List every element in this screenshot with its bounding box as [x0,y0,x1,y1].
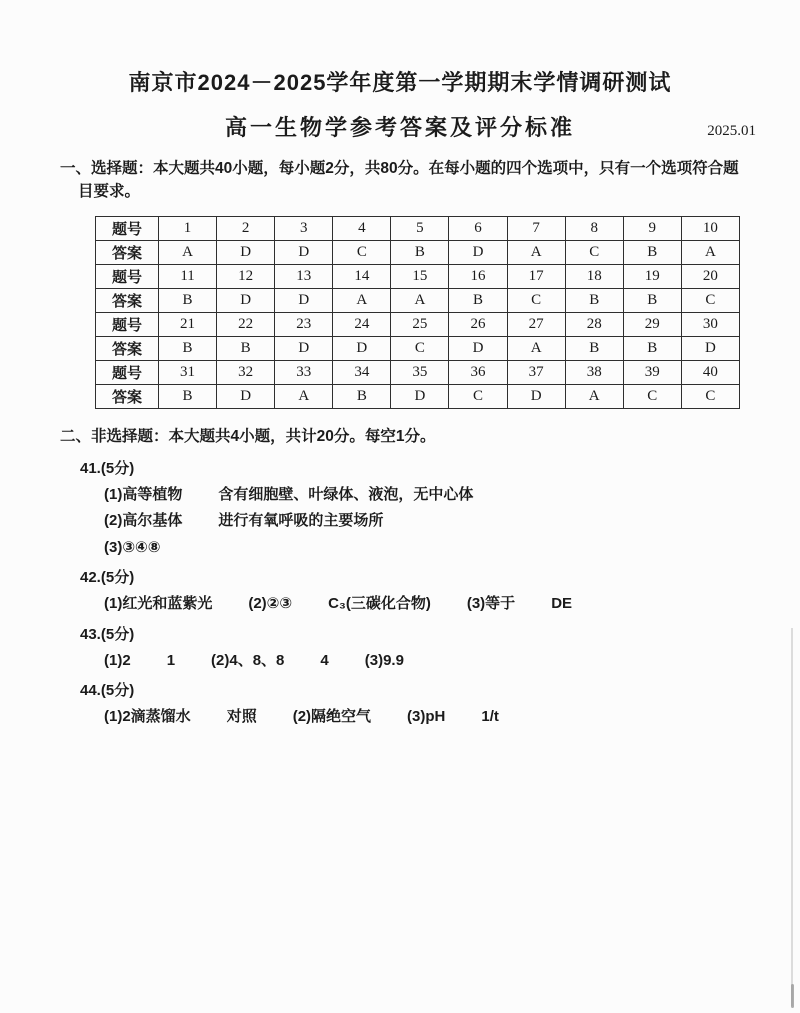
answer-segment: (3)等于 [466,595,516,613]
row-label-cell: 答案 [96,384,159,408]
section2-heading: 二、非选择题：本大题共4小题，共计20分。每空1分。 [60,427,436,445]
answer-segment: (1)红光和蓝紫光 [104,595,213,613]
question-number-cell: 38 [565,360,623,384]
answer-cell: A [507,336,565,360]
question-number-cell: 2 [217,216,275,240]
answer-cell: D [217,384,275,408]
question-number: 41.(5分) [80,459,135,477]
answer-table-row [96,216,740,240]
answer-line [104,594,800,614]
question-number: 43.(5分) [80,625,135,643]
answer-cell: B [623,336,681,360]
answer-table-row [96,288,740,312]
row-label-cell: 题号 [96,216,159,240]
answer-segment: (1)2 [104,651,131,669]
answer-segment: (3)9.9 [364,651,404,669]
answer-cell: A [507,240,565,264]
question-number-cell: 35 [391,360,449,384]
answer-cell: D [217,240,275,264]
row-label-cell: 答案 [96,336,159,360]
answer-table-row [96,360,740,384]
answer-table [95,216,740,409]
question-number-cell: 4 [333,216,391,240]
answer-cell: B [159,288,217,312]
answer-segment: 1/t [481,708,499,726]
section1-heading: 一、选择题：本大题共40小题，每小题2分，共80分。在每小题的四个选项中，只有一个选项符合题目要求。 [60,160,739,201]
question-number-cell: 23 [275,312,333,336]
exam-title: 南京市2024－2025学年度第一学期期末学情调研测试 [128,70,672,95]
answer-cell: D [507,384,565,408]
answer-cell: C [391,336,449,360]
answer-table-body [96,216,740,408]
answer-segment: (2)高尔基体 [104,512,183,530]
question-block [0,623,800,671]
row-label-cell: 题号 [96,360,159,384]
answer-table-row [96,240,740,264]
answer-cell: B [449,288,507,312]
answer-cell: D [217,288,275,312]
answer-table-row [96,336,740,360]
question-number-cell: 28 [565,312,623,336]
question-number-cell: 29 [623,312,681,336]
answer-cell: C [623,384,681,408]
answer-segment: (3)pH [407,708,446,726]
question-number-cell: 21 [159,312,217,336]
answer-cell: D [449,240,507,264]
question-number-cell: 24 [333,312,391,336]
question-number-cell: 10 [681,216,739,240]
answer-cell: D [275,240,333,264]
question-number-cell: 27 [507,312,565,336]
answer-cell: A [333,288,391,312]
question-number-cell: 30 [681,312,739,336]
answer-cell: D [449,336,507,360]
question-number: 42.(5分) [80,569,135,587]
answer-line [104,511,800,531]
question-number-cell: 31 [159,360,217,384]
answer-table-row [96,312,740,336]
question-block [0,566,800,614]
question-number: 44.(5分) [80,682,135,700]
question-block [0,457,800,558]
question-number-cell: 6 [449,216,507,240]
question-number-cell: 37 [507,360,565,384]
question-number-cell: 17 [507,264,565,288]
question-number-cell: 3 [275,216,333,240]
answer-cell: B [623,288,681,312]
answer-cell: B [333,384,391,408]
answer-cell: C [507,288,565,312]
question-number-cell: 15 [391,264,449,288]
answer-line [104,485,800,505]
exam-date: 2025.01 [707,123,756,139]
question-number-cell: 5 [391,216,449,240]
question-number-cell: 16 [449,264,507,288]
question-number-cell: 11 [159,264,217,288]
answer-cell: C [681,384,739,408]
question-number-cell: 34 [333,360,391,384]
answer-line [104,651,800,671]
answer-segment: 对照 [226,708,257,726]
exam-subtitle: 高一生物学参考答案及评分标准 [224,115,575,140]
answer-cell: A [159,240,217,264]
answer-cell: A [391,288,449,312]
answer-segment: 含有细胞壁、叶绿体、液泡，无中心体 [218,485,474,503]
answer-segment: C₃(三碳化合物) [328,595,431,613]
questions [0,457,800,727]
row-label-cell: 题号 [96,264,159,288]
answer-cell: C [681,288,739,312]
question-number-cell: 9 [623,216,681,240]
question-number-cell: 18 [565,264,623,288]
answer-cell: B [565,336,623,360]
scan-corner-artifact [791,984,794,1008]
question-number-cell: 22 [217,312,275,336]
answer-table-row [96,384,740,408]
answer-cell: D [333,336,391,360]
answer-segment: (2)4、8、8 [211,651,285,669]
scan-edge-artifact [791,628,793,1006]
answer-segment: 进行有氧呼吸的主要场所 [218,512,384,530]
question-number-cell: 32 [217,360,275,384]
answer-line [104,538,800,558]
answer-cell: D [275,288,333,312]
answer-segment: 4 [320,651,329,669]
question-number-cell: 13 [275,264,333,288]
answer-segment: (1)高等植物 [104,485,183,503]
answer-cell: A [275,384,333,408]
answer-cell: D [275,336,333,360]
answer-cell: B [159,384,217,408]
row-label-cell: 答案 [96,240,159,264]
answer-cell: A [681,240,739,264]
answer-segment: DE [551,595,573,613]
row-label-cell: 题号 [96,312,159,336]
question-number-cell: 36 [449,360,507,384]
question-number-cell: 8 [565,216,623,240]
answer-cell: C [333,240,391,264]
row-label-cell: 答案 [96,288,159,312]
answer-cell: C [449,384,507,408]
answer-cell: B [159,336,217,360]
question-number-cell: 39 [623,360,681,384]
question-number-cell: 12 [217,264,275,288]
answer-line [104,707,800,727]
answer-cell: B [565,288,623,312]
question-number-cell: 25 [391,312,449,336]
question-number-cell: 1 [159,216,217,240]
question-block [0,679,800,727]
answer-cell: D [391,384,449,408]
question-number-cell: 20 [681,264,739,288]
question-number-cell: 19 [623,264,681,288]
answer-segment: 1 [166,651,176,669]
answer-segment: (3)③④⑧ [104,538,161,556]
question-number-cell: 26 [449,312,507,336]
answer-cell: B [623,240,681,264]
answer-segment: (2)②③ [248,595,293,613]
answer-segment: (1)2滴蒸馏水 [104,708,191,726]
answer-table-row [96,264,740,288]
question-number-cell: 33 [275,360,333,384]
answer-cell: C [565,240,623,264]
answer-cell: D [681,336,739,360]
subtitle-row [0,111,800,141]
question-number-cell: 7 [507,216,565,240]
answer-cell: A [565,384,623,408]
question-number-cell: 14 [333,264,391,288]
answer-cell: B [391,240,449,264]
question-number-cell: 40 [681,360,739,384]
answer-cell: B [217,336,275,360]
answer-segment: (2)隔绝空气 [292,708,372,726]
